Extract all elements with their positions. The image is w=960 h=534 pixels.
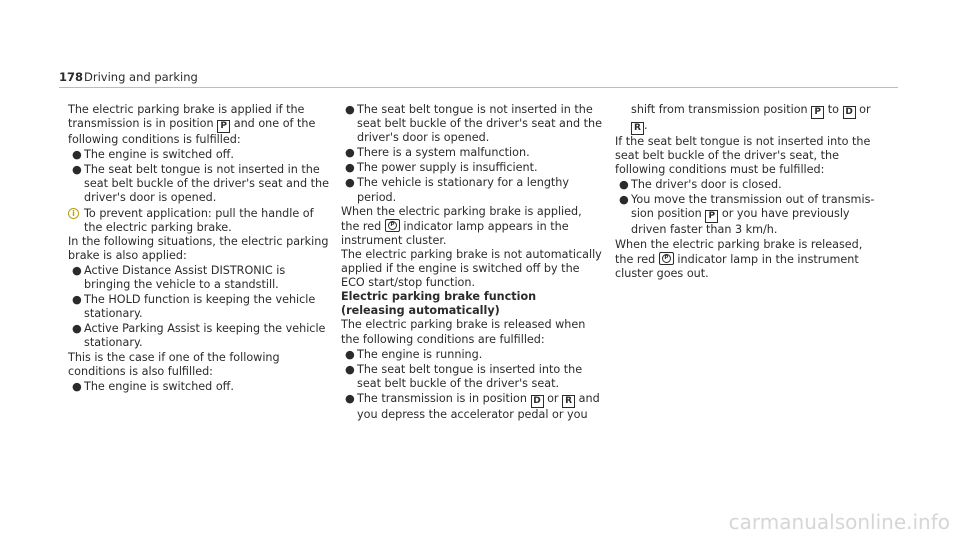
column-1 (68, 103, 330, 394)
gear-p-symbol: P (705, 210, 718, 223)
list-item: ● There is a system malfunction. (345, 146, 530, 160)
bullet-list (68, 264, 330, 351)
gear-r-symbol: R (631, 122, 644, 135)
list-item: ● The engine is switched off. (72, 148, 234, 162)
section-title: Driving and parking (84, 70, 198, 84)
paragraph: This is the case if one of the following conditions is also fulfilled: (68, 350, 280, 378)
gear-p-symbol: P (811, 106, 824, 119)
list-item: ● You move the transmission out of transmission position P or you have previously driven faster than 3 km/h. (619, 193, 875, 237)
bullet-list (68, 148, 330, 205)
gear-d-symbol: D (843, 106, 856, 119)
paragraph: The electric parking brake is applied if the transmission is in position P and one of the following conditions is fulfilled: (68, 103, 316, 147)
paragraph: The electric parking brake is released when the following conditions are fulfilled: (341, 318, 586, 346)
list-item: ● The transmission is in position D or R and you depress the accelerator pedal or you (345, 391, 600, 421)
info-icon: i (68, 208, 79, 219)
list-item: ● The power supply is insufficient. (345, 161, 538, 175)
info-note: i To prevent application: pull the handle of the electric parking brake. (68, 207, 330, 235)
column-2 (341, 103, 603, 422)
list-item: ● The driver's door is closed. (619, 178, 782, 192)
list-item: ● The engine is switched off. (72, 379, 234, 393)
list-item: ● The vehicle is stationary for a lengthy period. (345, 176, 570, 204)
list-continuation: shift from transmission position P to D or R . (631, 103, 871, 133)
parking-brake-lamp-icon: P (659, 252, 674, 265)
page-number: 178 (59, 70, 84, 84)
paragraph: When the electric parking brake is applied, the red P indicator lamp appears in the instrument cluster. (341, 204, 582, 247)
gear-r-symbol: R (562, 395, 575, 408)
bullet-list (341, 348, 603, 422)
paragraph: When the electric parking brake is released, the red P indicator lamp in the instrument cluster goes out. (615, 237, 863, 280)
paragraph: If the seat belt tongue is not inserted into the seat belt buckle of the driver's seat, the following conditions must be fulfilled: (615, 135, 871, 177)
watermark: carmanualsonline.info (728, 509, 950, 534)
bullet-list (341, 103, 603, 205)
page-header (59, 70, 898, 88)
bullet-list (615, 178, 877, 237)
list-item: ● The engine is running. (345, 347, 483, 361)
section-heading: Electric parking brake function (releasing automatically) (341, 290, 537, 318)
paragraph: In the following situations, the electric parking brake is also applied: (68, 234, 329, 262)
list-item: ● The seat belt tongue is inserted into the seat belt buckle of the driver's seat. (345, 362, 583, 390)
parking-brake-lamp-icon: P (385, 219, 400, 232)
list-item: ● Active Distance Assist DISTRONIC is bringing the vehicle to a standstill. (72, 263, 286, 292)
list-item: ● Active Parking Assist is keeping the vehicle stationary. (72, 322, 326, 350)
list-item: ● The seat belt tongue is not inserted in the seat belt buckle of the driver's seat and the driver's door is opened. (72, 163, 330, 205)
paragraph: The electric parking brake is not automatically applied if the engine is switched off by the ECO start/stop function. (341, 247, 602, 290)
gear-p-symbol: P (217, 120, 230, 133)
bullet-list (68, 380, 330, 394)
list-item: ● The seat belt tongue is not inserted in the seat belt buckle of the driver's seat and the driver's door is opened. (345, 103, 603, 145)
column-3 (615, 103, 877, 281)
gear-d-symbol: D (531, 395, 544, 408)
list-item: ● The HOLD function is keeping the vehicle stationary. (72, 293, 316, 321)
